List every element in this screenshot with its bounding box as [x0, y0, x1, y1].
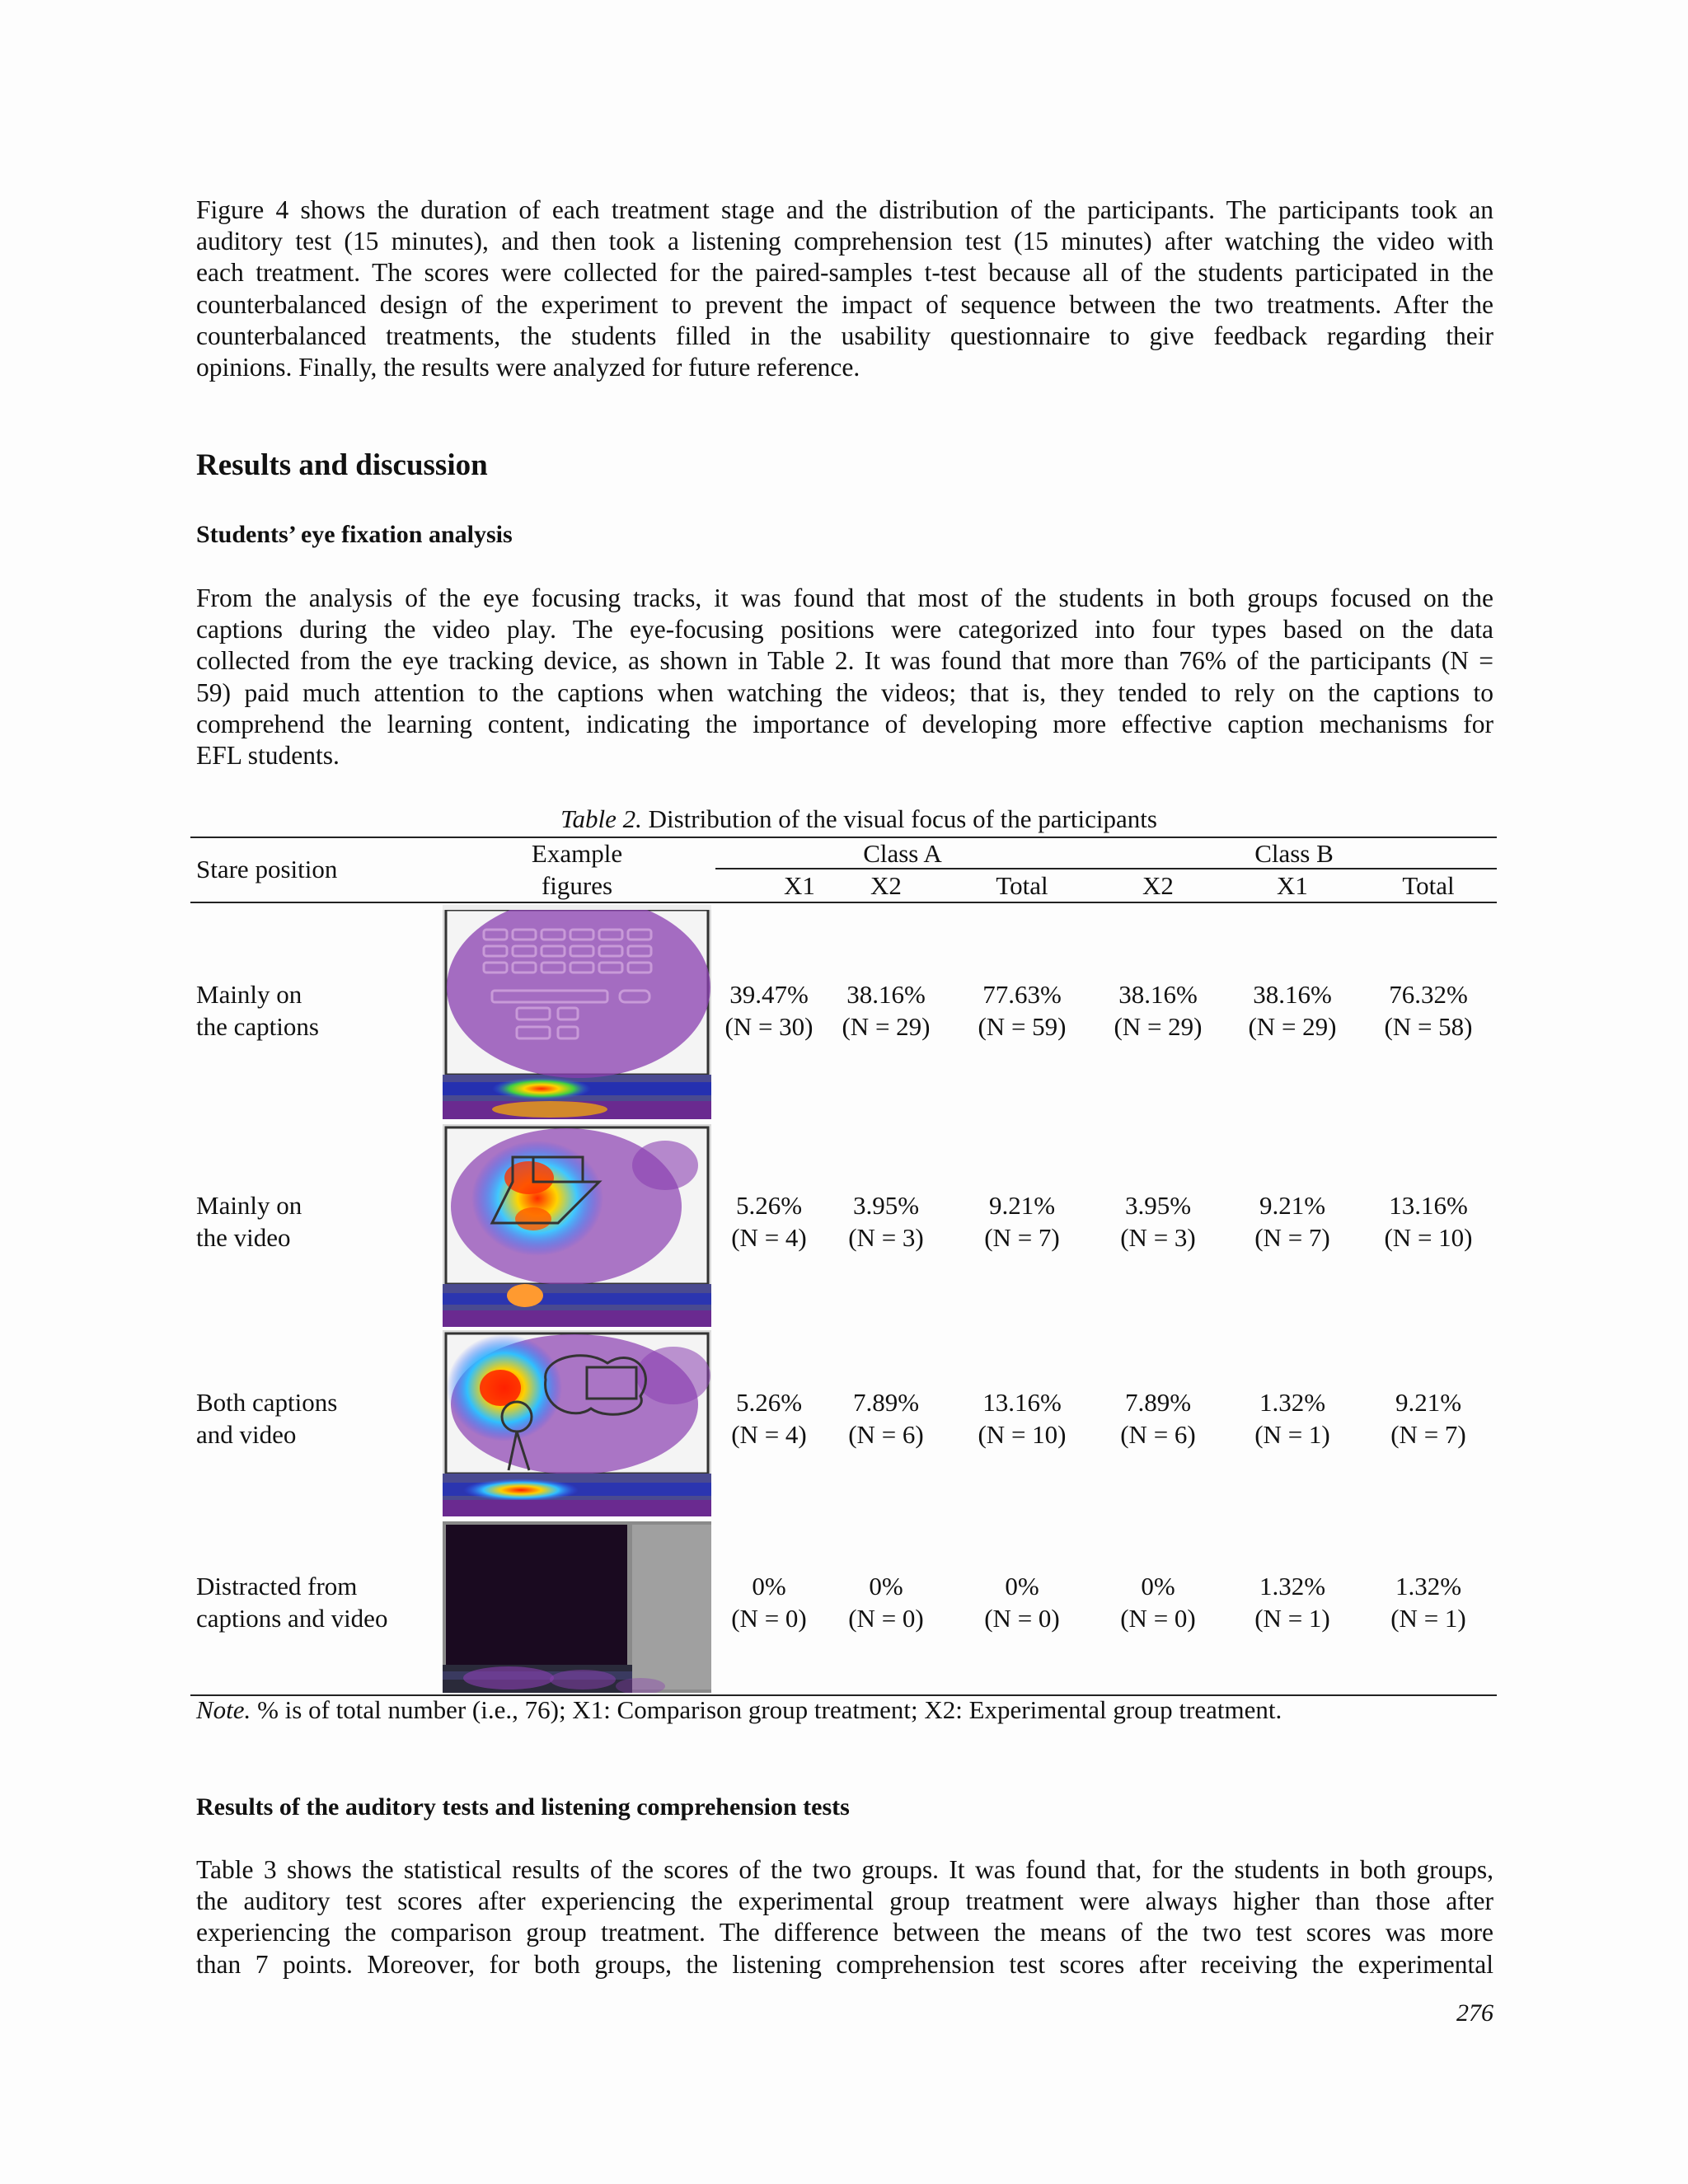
text-line: 59) paid much attention to the captions when watching the videos; that is, they tended to rely on the captions to [196, 677, 1493, 707]
cell-n: (N = 0) [848, 1603, 924, 1633]
cell-n: (N = 29) [842, 1011, 931, 1041]
cell-r4-b-x1 [1239, 1571, 1346, 1634]
cell-value: 1.32% [1395, 1572, 1462, 1601]
paragraph-eye-fixation [196, 583, 1493, 771]
cell-value: 0% [1141, 1572, 1175, 1601]
table-caption-label: Table 2. [560, 804, 642, 833]
cell-value: 39.47% [729, 980, 809, 1009]
header-class-b-total: Total [1402, 871, 1455, 900]
cell-r1-a-x1 [715, 979, 823, 1043]
text-line: EFL students. [196, 741, 340, 771]
cell-value: 1.32% [1259, 1572, 1326, 1601]
table-note [196, 1695, 1282, 1725]
cell-r2-b-x2 [1104, 1190, 1212, 1254]
cell-value: 13.16% [1389, 1191, 1468, 1220]
cell-value: 1.32% [1259, 1388, 1326, 1417]
figure-heatmap-video [443, 1124, 711, 1327]
table-note-text: % is of total number (i.e., 76); X1: Comparison group treatment; X2: Experimental group treatment. [251, 1695, 1282, 1724]
row-label-line: Distracted from [196, 1572, 358, 1601]
figure-heatmap-both [443, 1330, 711, 1516]
table-note-label: Note. [196, 1695, 251, 1724]
paragraph-intro [196, 194, 1493, 383]
cell-r3-b-total [1375, 1387, 1482, 1451]
row-label-line: and video [196, 1419, 297, 1449]
cell-value: 38.16% [1118, 980, 1198, 1009]
header-class-b: Class B [1254, 839, 1334, 868]
row-label-line: Mainly on [196, 1191, 302, 1220]
cell-n: (N = 59) [978, 1011, 1067, 1041]
cell-value: 38.16% [1253, 980, 1332, 1009]
cell-value: 38.16% [846, 980, 926, 1009]
cell-r4-b-x2 [1104, 1571, 1212, 1634]
cell-r2-a-x1 [715, 1190, 823, 1254]
row-label-line: Both captions [196, 1388, 338, 1417]
text-line: each treatment. The scores were collected for the paired-samples t-test because all of the students participated in the [196, 258, 1493, 288]
cell-r1-b-x1 [1239, 979, 1346, 1043]
page-number: 276 [1456, 1999, 1493, 2027]
cell-r4-a-x2 [832, 1571, 940, 1634]
cell-r2-a-total [968, 1190, 1076, 1254]
cell-r4-b-total [1375, 1571, 1482, 1634]
cell-n: (N = 3) [1120, 1222, 1196, 1252]
cell-r3-b-x2 [1104, 1387, 1212, 1451]
text-line: comprehend the learning content, indicating the importance of developing more effective caption mechanisms for [196, 709, 1493, 738]
cell-value: 0% [869, 1572, 903, 1601]
subsection-title-results: Results of the auditory tests and listening comprehension tests [196, 1793, 850, 1821]
cell-r1-b-x2 [1104, 979, 1212, 1043]
cell-n: (N = 29) [1248, 1011, 1337, 1041]
cell-n: (N = 0) [731, 1603, 807, 1633]
cell-value: 5.26% [735, 1191, 803, 1220]
text-line: From the analysis of the eye focusing tracks, it was found that most of the students in both groups focused on the [196, 583, 1493, 612]
cell-value: 9.21% [1259, 1191, 1326, 1220]
text-line: experiencing the comparison group treatment. The difference between the means of the two test scores was more [196, 1918, 1493, 1947]
header-example-line2: figures [541, 871, 613, 900]
row-label-captions [196, 979, 319, 1043]
row-label-line: the video [196, 1222, 291, 1252]
cell-n: (N = 58) [1384, 1011, 1473, 1041]
row-label-line: captions and video [196, 1603, 388, 1633]
cell-n: (N = 7) [1390, 1419, 1466, 1449]
text-line: Figure 4 shows the duration of each treatment stage and the distribution of the participants. The participants took an [196, 195, 1493, 224]
cell-r2-b-x1 [1239, 1190, 1346, 1254]
cell-n: (N = 0) [1120, 1603, 1196, 1633]
figure-heatmap-distracted [443, 1521, 711, 1693]
cell-n: (N = 3) [848, 1222, 924, 1252]
cell-n: (N = 29) [1114, 1011, 1203, 1041]
cell-n: (N = 1) [1390, 1603, 1466, 1633]
cell-r1-a-x2 [832, 979, 940, 1043]
cell-value: 7.89% [852, 1388, 920, 1417]
cell-r3-a-x1 [715, 1387, 823, 1451]
cell-value: 9.21% [988, 1191, 1056, 1220]
cell-value: 77.63% [982, 980, 1062, 1009]
text-line: the auditory test scores after experiencing the experimental group treatment were always higher than those after [196, 1886, 1493, 1916]
header-class-b-x1: X1 [1277, 871, 1308, 900]
cell-n: (N = 7) [984, 1222, 1060, 1252]
cell-value: 13.16% [982, 1388, 1062, 1417]
text-line: counterbalanced design of the experiment to prevent the impact of sequence between the two treatments. After the [196, 289, 1493, 319]
table-caption [0, 804, 1688, 834]
text-line: Table 3 shows the statistical results of the scores of the two groups. It was found that, for the students in both groups, [196, 1855, 1493, 1884]
cell-n: (N = 6) [848, 1419, 924, 1449]
text-line: auditory test (15 minutes), and then took a listening comprehension test (15 minutes) after watching the video with [196, 227, 1493, 256]
cell-n: (N = 0) [984, 1603, 1060, 1633]
cell-n: (N = 7) [1254, 1222, 1330, 1252]
text-line: opinions. Finally, the results were analyzed for future reference. [196, 353, 860, 382]
paragraph-results [196, 1854, 1493, 1980]
text-line: captions during the video play. The eye-focusing positions were categorized into four types based on the data [196, 615, 1493, 644]
cell-r3-b-x1 [1239, 1387, 1346, 1451]
cell-n: (N = 1) [1254, 1419, 1330, 1449]
cell-r3-a-total [968, 1387, 1076, 1451]
header-class-a-total: Total [996, 871, 1048, 900]
cell-n: (N = 10) [1384, 1222, 1473, 1252]
text-line: collected from the eye tracking device, as shown in Table 2. It was found that more than 76% of the participants (N = [196, 646, 1493, 676]
row-label-line: the captions [196, 1011, 319, 1041]
cell-n: (N = 1) [1254, 1603, 1330, 1633]
table-caption-text: Distribution of the visual focus of the participants [648, 804, 1157, 833]
section-title: Results and discussion [196, 448, 488, 482]
cell-value: 3.95% [852, 1191, 920, 1220]
cell-r4-a-x1 [715, 1571, 823, 1634]
cell-r1-a-total [968, 979, 1076, 1043]
subsection-title-eye-fixation: Students’ eye fixation analysis [196, 521, 513, 548]
cell-value: 5.26% [735, 1388, 803, 1417]
figure-heatmap-captions [443, 905, 711, 1119]
cell-n: (N = 30) [724, 1011, 814, 1041]
cell-n: (N = 4) [731, 1222, 807, 1252]
text-line: than 7 points. Moreover, for both groups, the listening comprehension test scores after receiving the experimental [196, 1949, 1493, 1979]
text-line: counterbalanced treatments, the students filled in the usability questionnaire to give feedback regarding their [196, 321, 1493, 350]
row-label-video [196, 1190, 302, 1254]
cell-r2-b-total [1375, 1190, 1482, 1254]
cell-value: 3.95% [1124, 1191, 1192, 1220]
header-stare-position: Stare position [196, 855, 338, 883]
header-class-a-x2: X2 [870, 871, 902, 900]
header-class-a: Class A [863, 839, 942, 868]
row-label-line: Mainly on [196, 980, 302, 1009]
cell-n: (N = 4) [731, 1419, 807, 1449]
header-class-b-x2: X2 [1142, 871, 1174, 900]
cell-value: 0% [752, 1572, 786, 1601]
row-label-both [196, 1387, 337, 1451]
cell-n: (N = 10) [978, 1419, 1067, 1449]
cell-r1-b-total [1375, 979, 1482, 1043]
cell-value: 7.89% [1124, 1388, 1192, 1417]
cell-value: 9.21% [1395, 1388, 1462, 1417]
header-class-a-x1: X1 [784, 871, 815, 900]
cell-value: 76.32% [1389, 980, 1468, 1009]
cell-n: (N = 6) [1120, 1419, 1196, 1449]
cell-value: 0% [1005, 1572, 1039, 1601]
header-example-line1: Example [531, 839, 623, 868]
cell-r3-a-x2 [832, 1387, 940, 1451]
cell-r2-a-x2 [832, 1190, 940, 1254]
cell-r4-a-total [968, 1571, 1076, 1634]
row-label-distracted [196, 1571, 387, 1634]
